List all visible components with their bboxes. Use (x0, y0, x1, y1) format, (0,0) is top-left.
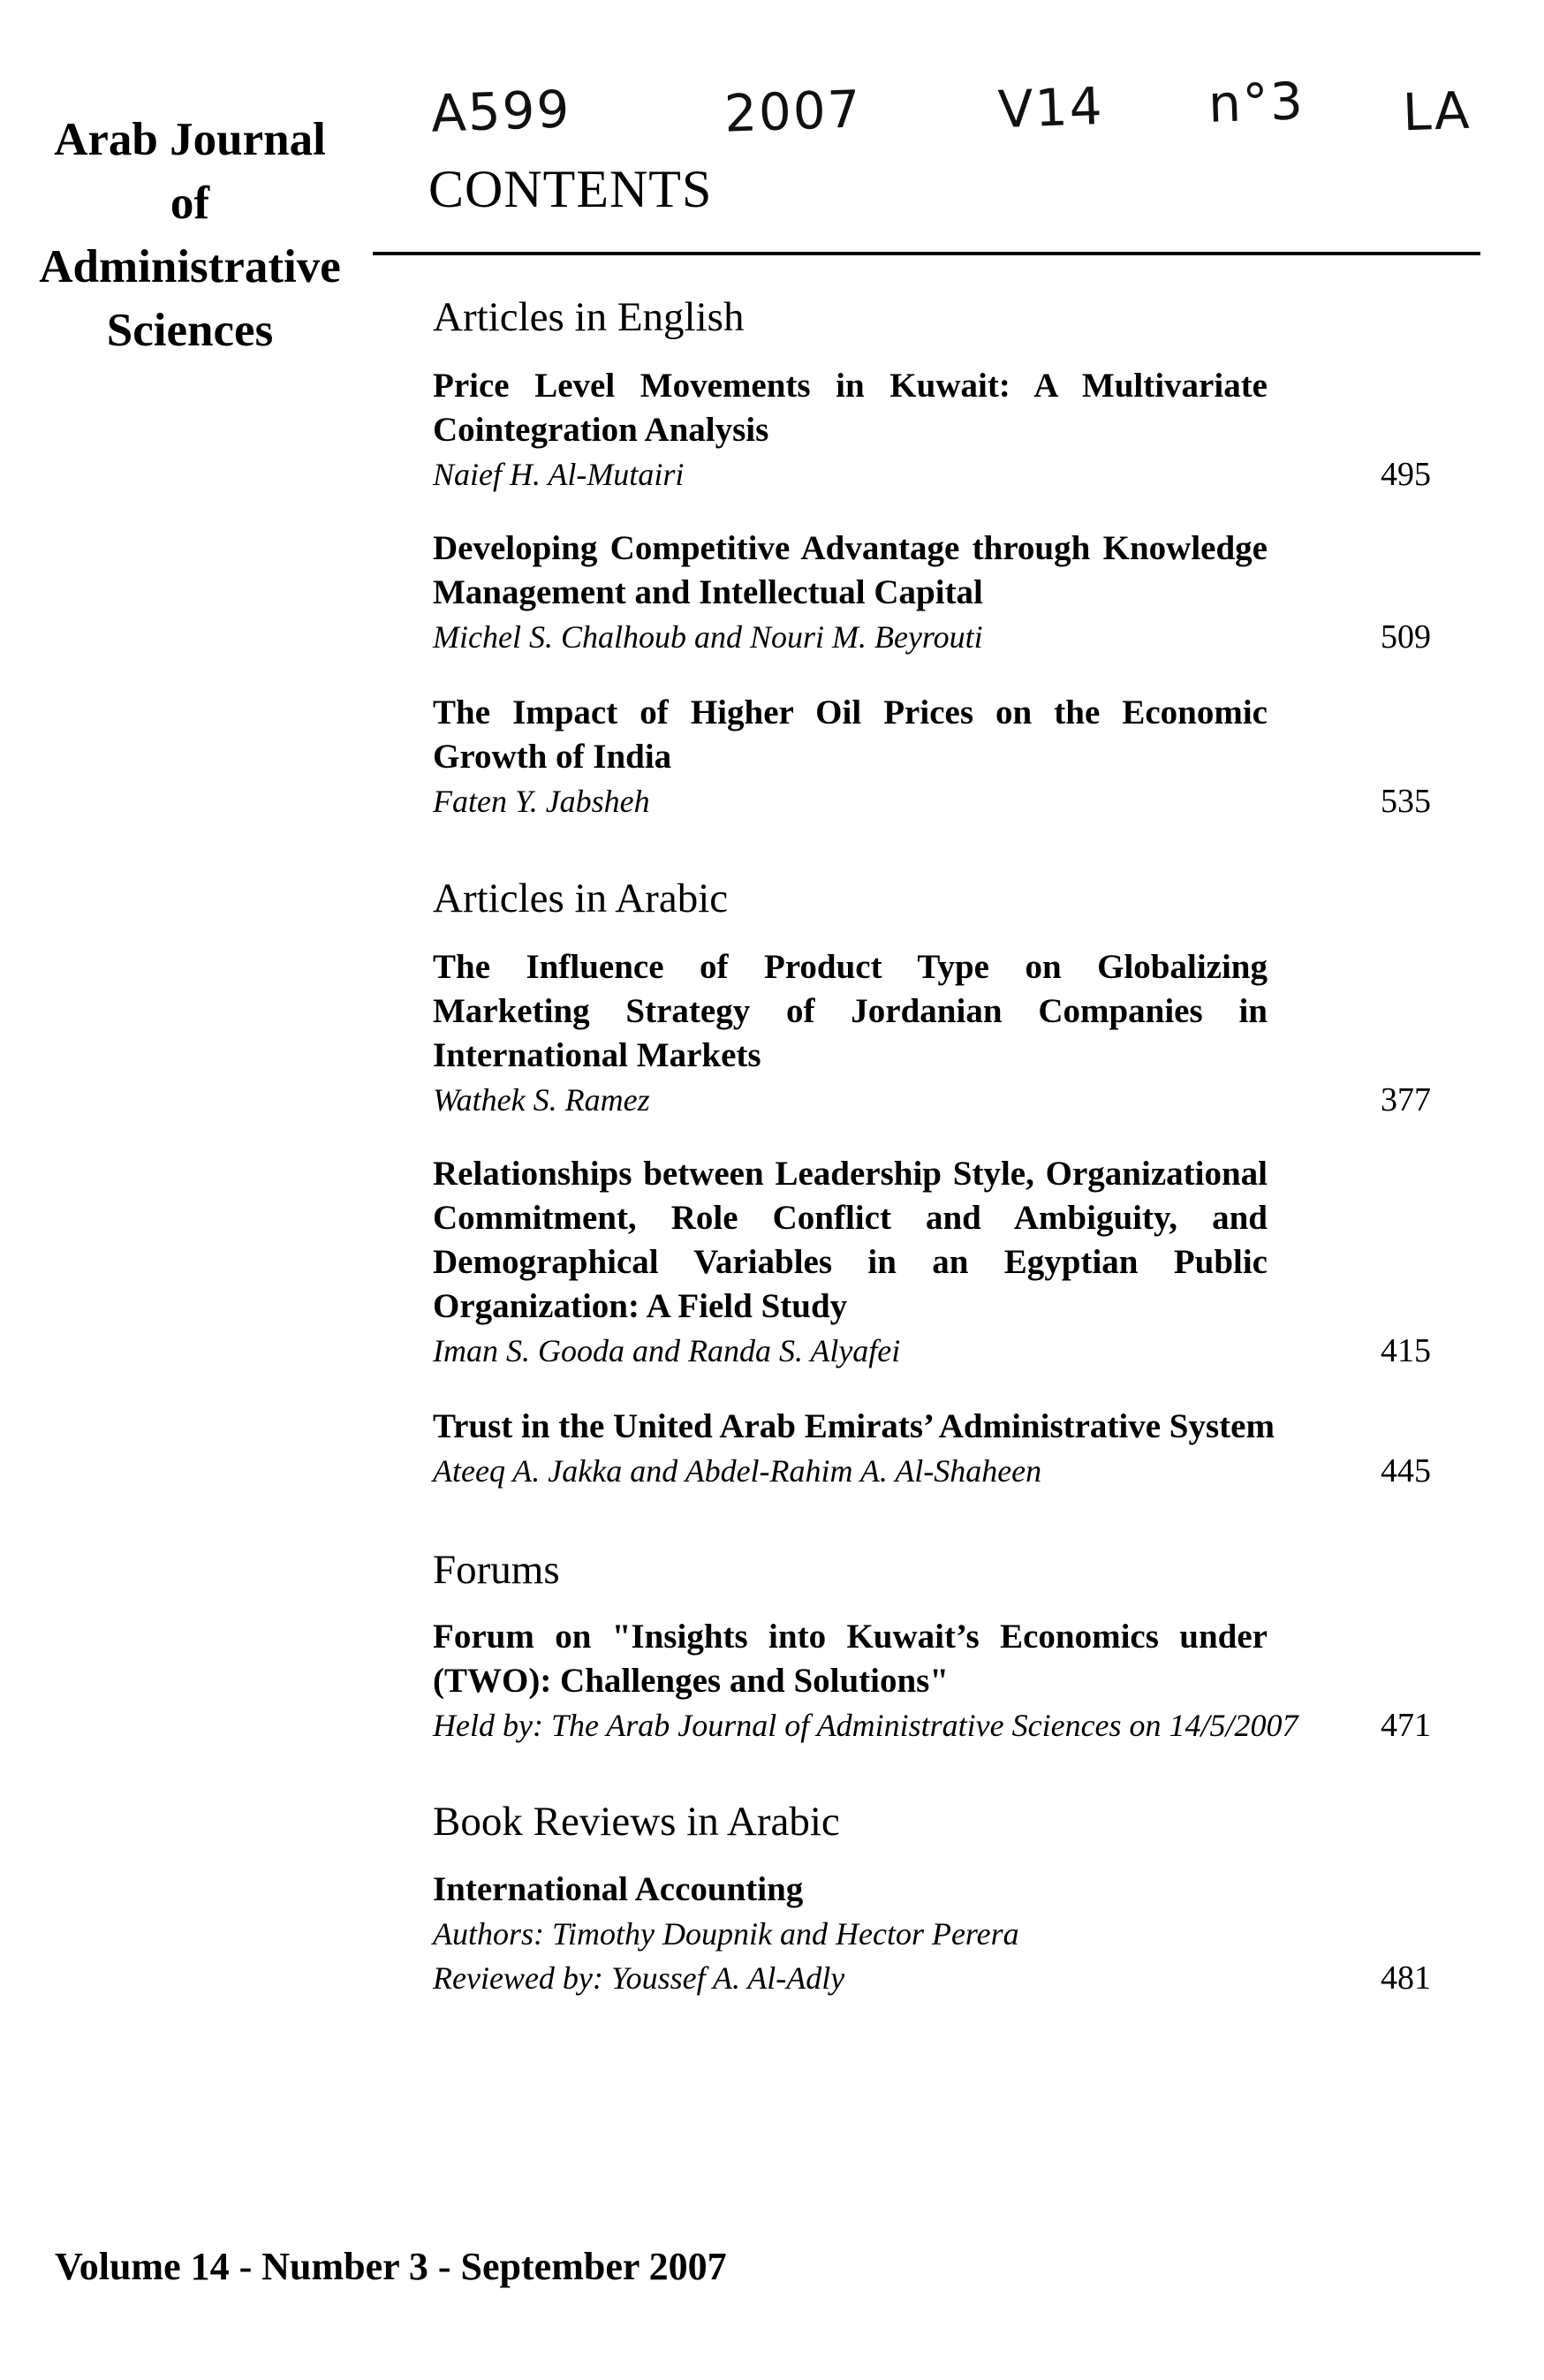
entry-author: Naief H. Al-Mutairi (433, 457, 685, 492)
section-heading: Forums (433, 1547, 560, 1593)
entry-author: Iman S. Gooda and Randa S. Alyafei (433, 1333, 901, 1368)
journal-name-line: of (170, 178, 210, 229)
entry-page: 445 (1381, 1452, 1431, 1489)
toc-entry (433, 1405, 1431, 1493)
entry-author: Authors: Timothy Doupnik and Hector Perera (433, 1916, 1019, 1952)
entry-title: International Accounting (433, 1870, 804, 1908)
entry-reviewer: Reviewed by: Youssef A. Al-Adly (433, 1960, 845, 1996)
entry-page: 377 (1381, 1081, 1431, 1118)
entry-title: Trust in the United Arab Emirats’ Administrative System (433, 1407, 1275, 1445)
toc-entry (433, 1868, 1431, 2000)
entry-title: Price Level Movements in Kuwait: A Multivariate Cointegration Analysis (433, 367, 1268, 449)
toc-entry (433, 527, 1431, 659)
handwritten-note: n°3 (1207, 71, 1306, 134)
entry-title: Relationships between Leadership Style, Organizational Commitment, Role Conflict and Ambiguity, and Demographical Variables in an Egyptian Public Organization: A Field Study (433, 1155, 1268, 1325)
issue-footer: Volume 14 - Number 3 - September 2007 (55, 2245, 727, 2288)
toc-entry (433, 691, 1431, 823)
entry-author: Wathek S. Ramez (433, 1082, 650, 1118)
entry-title: Developing Competitive Advantage through Knowledge Management and Intellectual Capital (433, 529, 1268, 611)
entry-page: 415 (1381, 1332, 1431, 1369)
journal-name-line: Arab Journal (54, 114, 326, 165)
entry-page: 535 (1381, 783, 1431, 820)
entry-title: Forum on "Insights into Kuwait’s Economics under (TWO): Challenges and Solutions" (433, 1618, 1268, 1700)
entry-page: 471 (1381, 1707, 1431, 1744)
entry-page: 481 (1381, 1959, 1431, 1997)
entry-page: 495 (1381, 456, 1431, 493)
section-heading: Articles in Arabic (433, 875, 729, 921)
toc-entry (433, 1152, 1431, 1373)
journal-name-line: Sciences (106, 305, 274, 356)
page-title: CONTENTS (428, 160, 713, 218)
entry-author: Faten Y. Jabsheh (433, 784, 650, 819)
entry-title: The Impact of Higher Oil Prices on the Economic Growth of India (433, 694, 1268, 776)
handwritten-note: V14 (996, 75, 1105, 140)
journal-name-line: Administrative (39, 241, 341, 292)
section-heading: Articles in English (433, 294, 745, 340)
title-divider (373, 252, 1480, 255)
toc-entry (433, 945, 1431, 1122)
entry-author: Held by: The Arab Journal of Administrative Sciences on 14/5/2007 (433, 1708, 1298, 1743)
entry-page: 509 (1381, 618, 1431, 656)
entry-author: Michel S. Chalhoub and Nouri M. Beyrouti (433, 619, 983, 655)
handwritten-note: A599 (429, 79, 572, 144)
handwritten-note: LA (1401, 80, 1472, 143)
toc-entry (433, 364, 1431, 496)
journal-name (35, 108, 344, 362)
entry-author: Ateeq A. Jakka and Abdel-Rahim A. Al-Shaheen (433, 1453, 1042, 1489)
handwritten-note: 2007 (723, 79, 863, 144)
toc-entry (433, 1615, 1431, 1747)
section-heading: Book Reviews in Arabic (433, 1799, 840, 1845)
entry-title: The Influence of Product Type on Globalizing Marketing Strategy of Jordanian Companies in International Markets (433, 948, 1268, 1074)
